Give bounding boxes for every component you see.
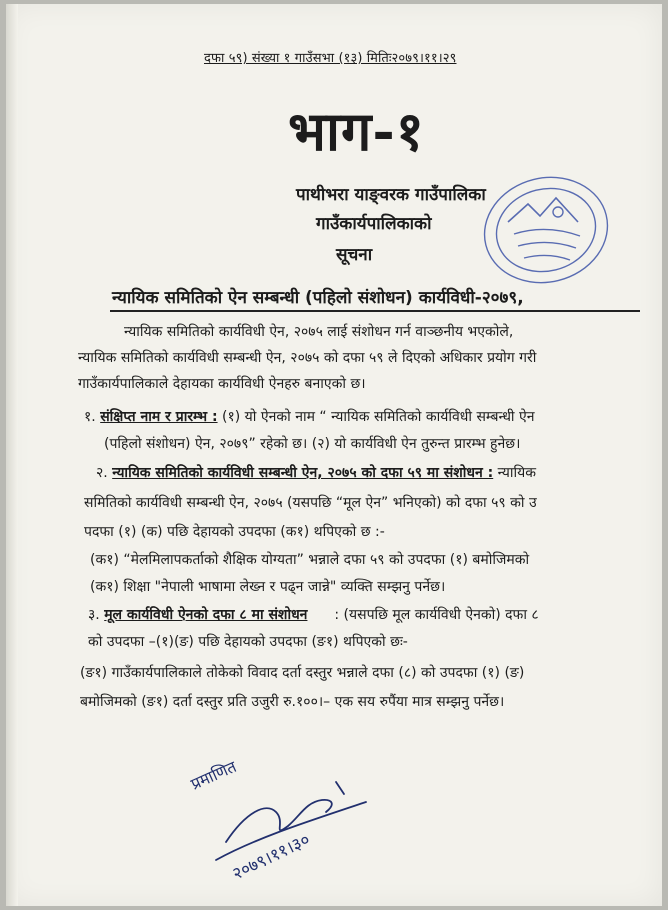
section-1-number: १. (84, 409, 96, 425)
part-heading: भाग-१ (288, 99, 425, 163)
municipality-name: पाथीभरा याङ्वरक गाउँपालिका (296, 185, 486, 205)
document-page (6, 4, 662, 906)
notice-heading: सूचना (336, 245, 373, 265)
section-2-text-1: न्यायिक (497, 465, 537, 481)
svg-text:२०७९।११।३०: २०७९।११।३० (229, 829, 314, 885)
section-2-line-2: समितिको कार्यविधी सम्बन्धी ऐन, २०७५ (यसपछि “मूल ऐन” भनिएको) को दफा ५९ को उ (84, 495, 537, 511)
title-underline (110, 310, 640, 312)
section-3-number: ३. (88, 607, 100, 623)
preamble-line-3: गाउँकार्यपालिकाले देहायका कार्यविधी ऐनहरु बनाएको छ। (78, 376, 366, 392)
section-2-line-4: (क१) “मेलमिलापकर्ताको शैक्षिक योग्यता” भन्नाले दफा ५९ को उपदफा (१) बमोजिमको (90, 552, 530, 568)
section-3-line-4: बमोजिमको (ङ१) दर्ता दस्तुर प्रति उजुरी रु.१००।– एक सय रुपैंया मात्र सम्झनु पर्नेछ। (80, 694, 505, 710)
section-1-line-1 (84, 409, 535, 426)
section-3-text-1: : (यसपछि मूल कार्यविधी ऐनको) दफा ८ (334, 607, 539, 623)
preamble-line-1: न्यायिक समितिको कार्यविधी ऐन, २०७५ लाई संशोधन गर्न वाञ्छनीय भएकोले, (124, 324, 514, 340)
document-title: न्यायिक समितिको ऐन सम्बन्धी (पहिलो संशोधन) कार्यविधी-२०७९, (112, 288, 524, 308)
office-name: गाउँकार्यपालिकाको (316, 214, 432, 234)
section-1-text-1: (१) यो ऐनको नाम “ न्यायिक समितिको कार्यविधी सम्बन्धी ऐन (222, 409, 535, 425)
official-seal-icon (468, 164, 644, 294)
handwritten-signature-icon (176, 742, 386, 892)
section-3-line-3: (ङ१) गाउँकार्यपालिकाले तोकेको विवाद दर्ता दस्तुर भन्नाले दफा (८) को उपदफा (१) (ङ) (80, 665, 525, 681)
section-2-number: २. (96, 465, 108, 481)
section-2-line-3: पदफा (१) (क) पछि देहायको उपदफा (क१) थपिएको छ :- (84, 524, 385, 540)
gazette-reference: दफा ५९) संख्या १ गाउँसभा (१३) मितिः२०७९।११।२९ (204, 51, 457, 66)
section-2-line-1 (96, 465, 536, 482)
section-3-line-1 (88, 607, 539, 624)
section-1-heading: संक्षिप्त नाम र प्रारम्भ : (100, 409, 218, 425)
svg-text:प्रमाणित: प्रमाणित (187, 756, 240, 794)
section-2-line-5: (क१) शिक्षा "नेपाली भाषामा लेख्न र पढ्न जान्ने" व्यक्ति सम्झनु पर्नेछ। (90, 579, 446, 595)
section-3-heading: मूल कार्यविधी ऐनको दफा ८ मा संशोधन (104, 607, 308, 623)
section-3-line-2: को उपदफा –(१)(ङ) पछि देहायको उपदफा (ङ१) थपिएको छः- (88, 634, 408, 650)
section-1-line-2: (पहिलो संशोधन) ऐन, २०७९” रहेको छ। (२) यो कार्यविधी ऐन तुरुन्त प्रारम्भ हुनेछ। (104, 436, 521, 452)
section-2-heading: न्यायिक समितिको कार्यविधी सम्बन्धी ऐन, २०७५ को दफा ५९ मा संशोधन : (112, 465, 494, 481)
preamble-line-2: न्यायिक समितिको कार्यविधी सम्बन्धी ऐन, २०७५ को दफा ५९ ले दिएको अधिकार प्रयोग गरी (78, 350, 537, 366)
